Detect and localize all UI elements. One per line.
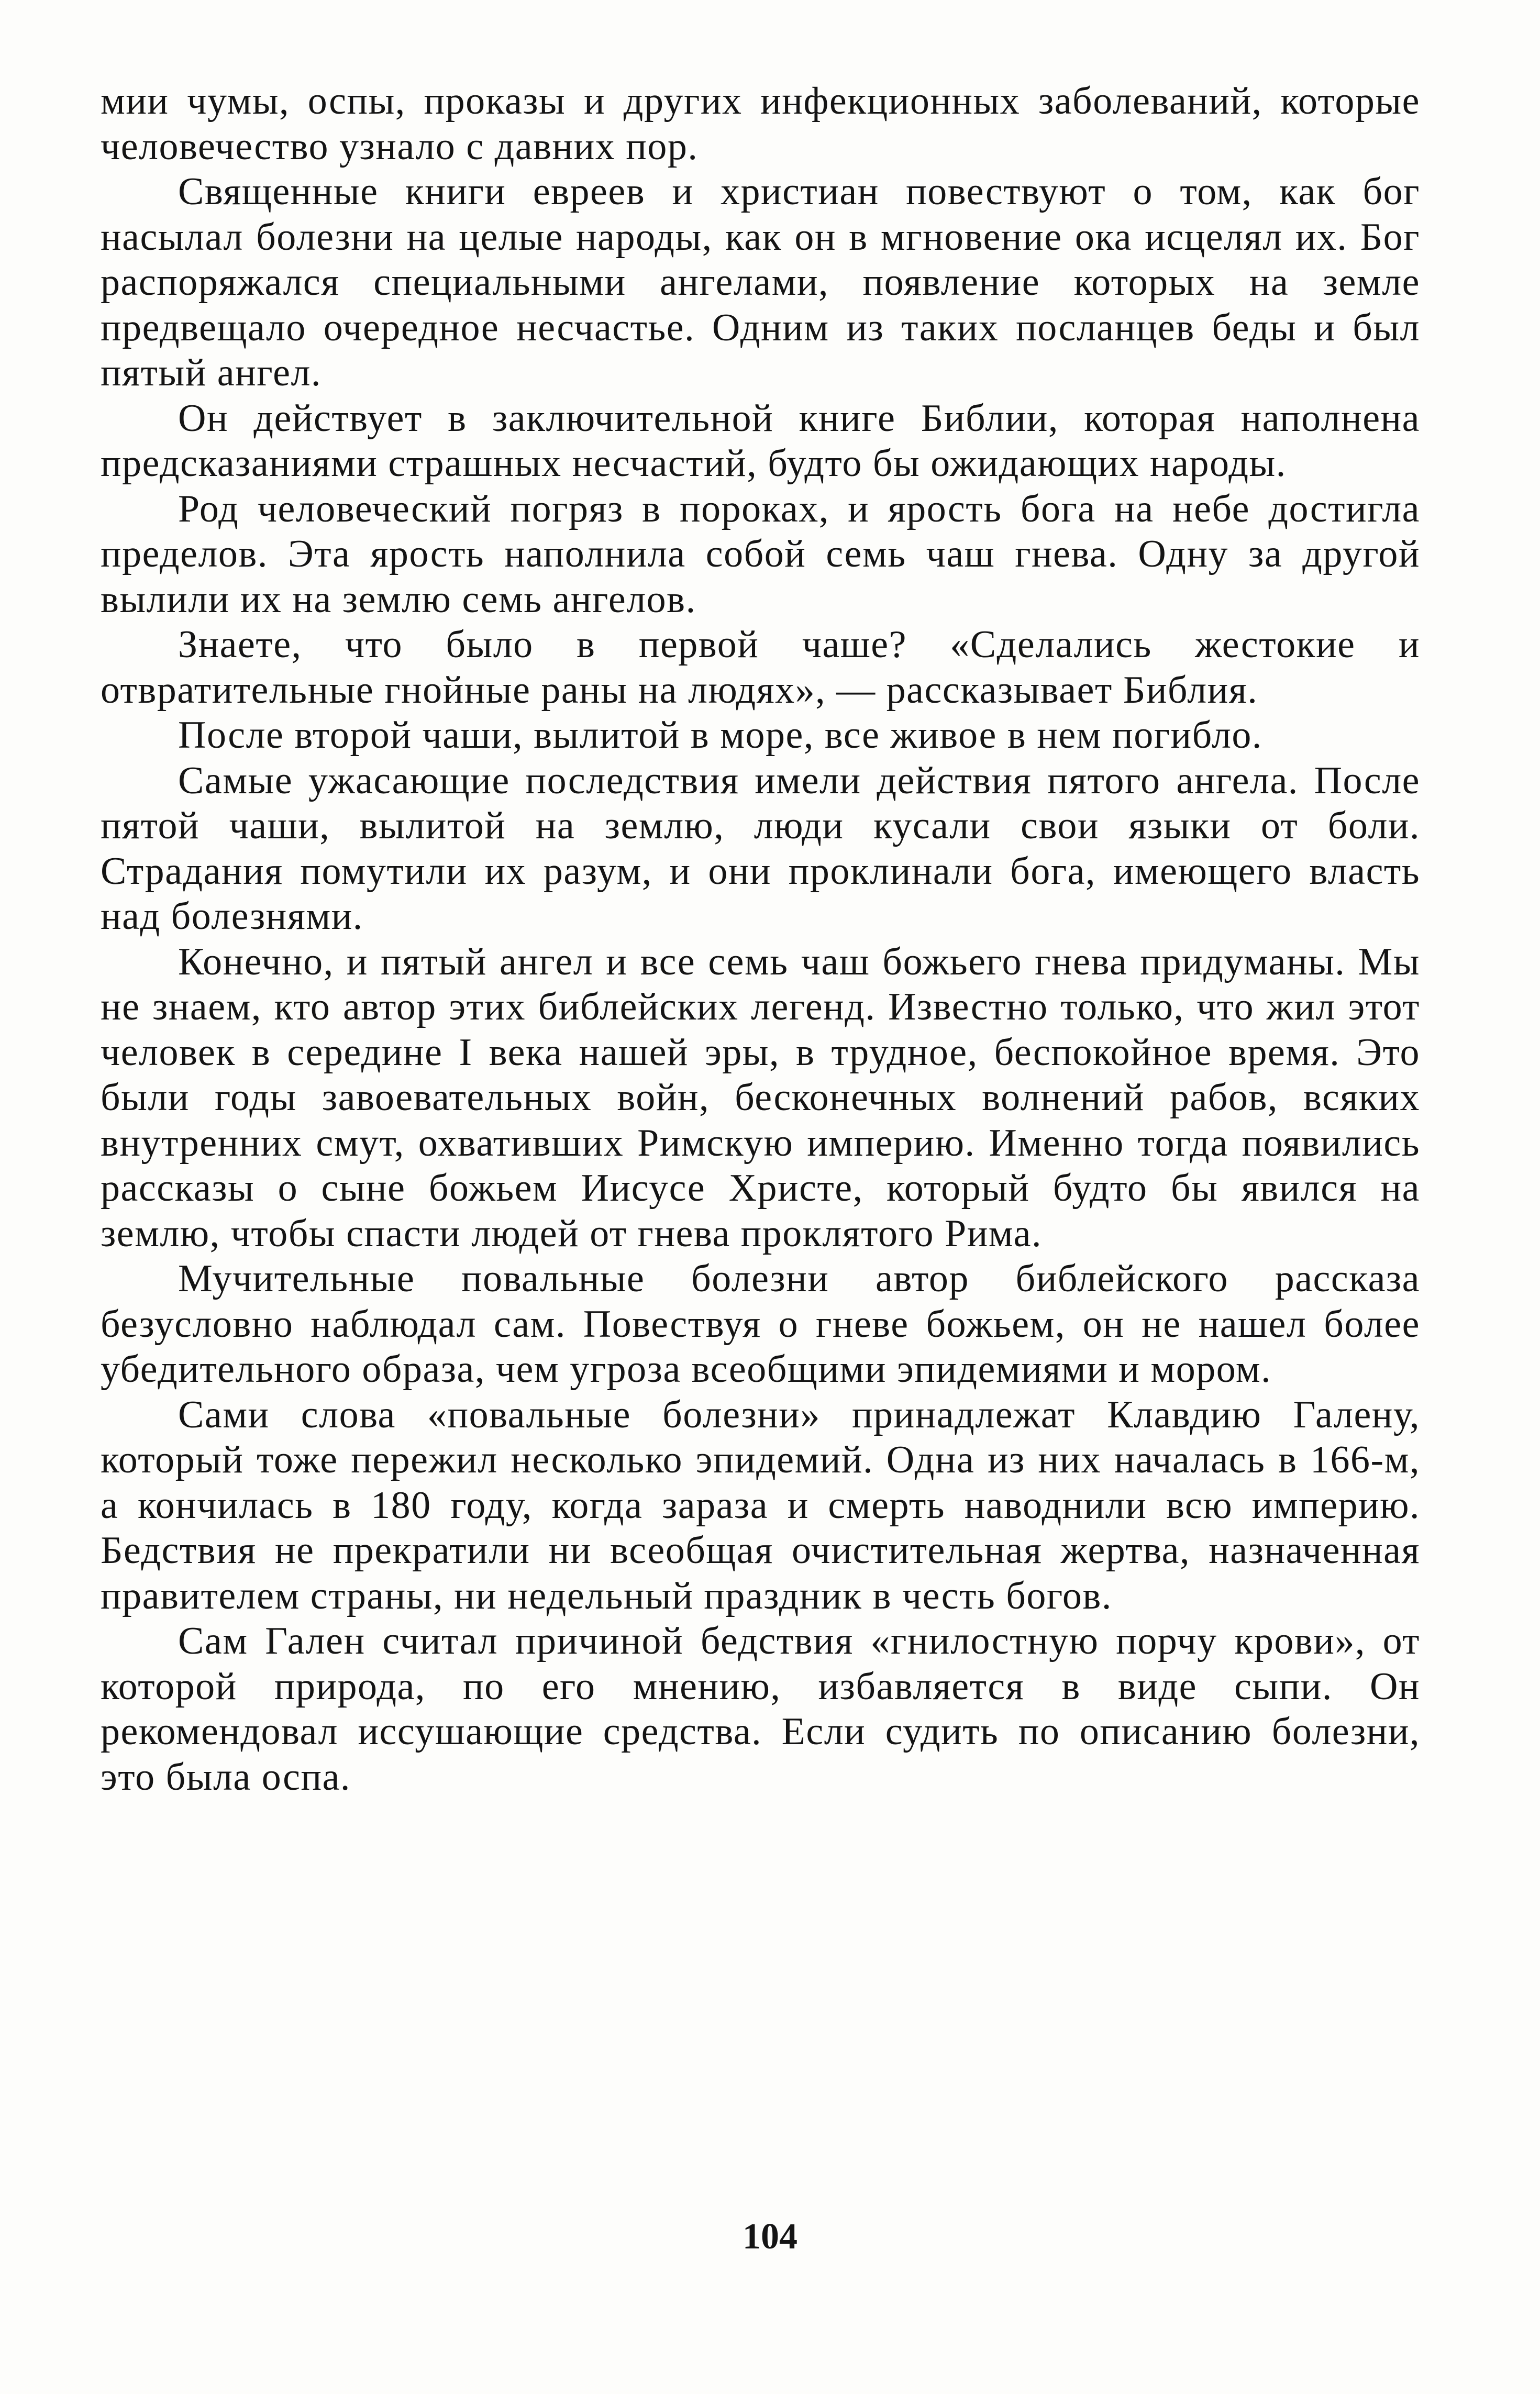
paragraph-1: мии чумы, оспы, проказы и других инфекционных заболеваний, которые человечество узнало с давних пор.: [101, 80, 1420, 168]
paragraph-4: Род человеческий погряз в пороках, и ярость бога на небе достигла пределов. Эта ярость наполнила собой семь чаш гнева. Одну за другой вылили их на землю семь ангелов.: [101, 487, 1420, 621]
paragraph-3: Он действует в заключительной книге Библии, которая наполнена предсказаниями страшных несчастий, будто бы ожидающих народы.: [101, 396, 1420, 485]
paragraph-6: После второй чаши, вылитой в море, все живое в нем погибло.: [178, 714, 1262, 757]
paragraph-5: Знаете, что было в первой чаше? «Сделались жестокие и отвратительные гнойные раны на людях», — рассказывает Библия.: [101, 623, 1420, 712]
paragraph-11: Сам Гален считал причиной бедствия «гнилостную порчу крови», от которой природа, по его мнению, избавляется в виде сыпи. Он рекомендовал иссушающие средства. Если судить по описанию болезни, это была оспа.: [101, 1620, 1420, 1799]
page-number: 104: [743, 2216, 797, 2257]
paragraph-8: Конечно, и пятый ангел и все семь чаш божьего гнева придуманы. Мы не знаем, кто автор этих библейских легенд. Известно только, что жил этот человек в середине I века нашей эры, в трудное, беспокойное время. Это были годы завоевательных войн, бесконечных волнений рабов, всяких внутренних смут, охвативших Римскую империю. Именно тогда появились рассказы о сыне божьем Иисусе Христе, который будто бы явился на землю, чтобы спасти людей от гнева проклятого Рима.: [101, 940, 1420, 1255]
paragraph-7: Самые ужасающие последствия имели действия пятого ангела. После пятой чаши, вылитой на землю, люди кусали свои языки от боли. Страдания помутили их разум, и они проклинали бога, имеющего власть над болезнями.: [101, 759, 1420, 938]
body-text: [101, 79, 1420, 1800]
paragraph-9: Мучительные повальные болезни автор библейского рассказа безусловно наблюдал сам. Повествуя о гневе божьем, он не нашел более убедительного образа, чем угроза всеобщими эпидемиями и мором.: [101, 1257, 1420, 1391]
paragraph-10: Сами слова «повальные болезни» принадлежат Клавдию Галену, который тоже пережил несколько эпидемий. Одна из них началась в 166-м, а кончилась в 180 году, когда зараза и смерть наводнили всю империю. Бедствия не прекратили ни всеобщая очистительная жертва, назначенная правителем страны, ни недельный праздник в честь богов.: [101, 1393, 1420, 1617]
paragraph-2: Священные книги евреев и христиан повествуют о том, как бог насылал болезни на целые народы, как он в мгновение ока исцелял их. Бог распоряжался специальными ангелами, появление которых на земле предвещало очередное несчастье. Одним из таких посланцев беды и был пятый ангел.: [101, 170, 1420, 394]
